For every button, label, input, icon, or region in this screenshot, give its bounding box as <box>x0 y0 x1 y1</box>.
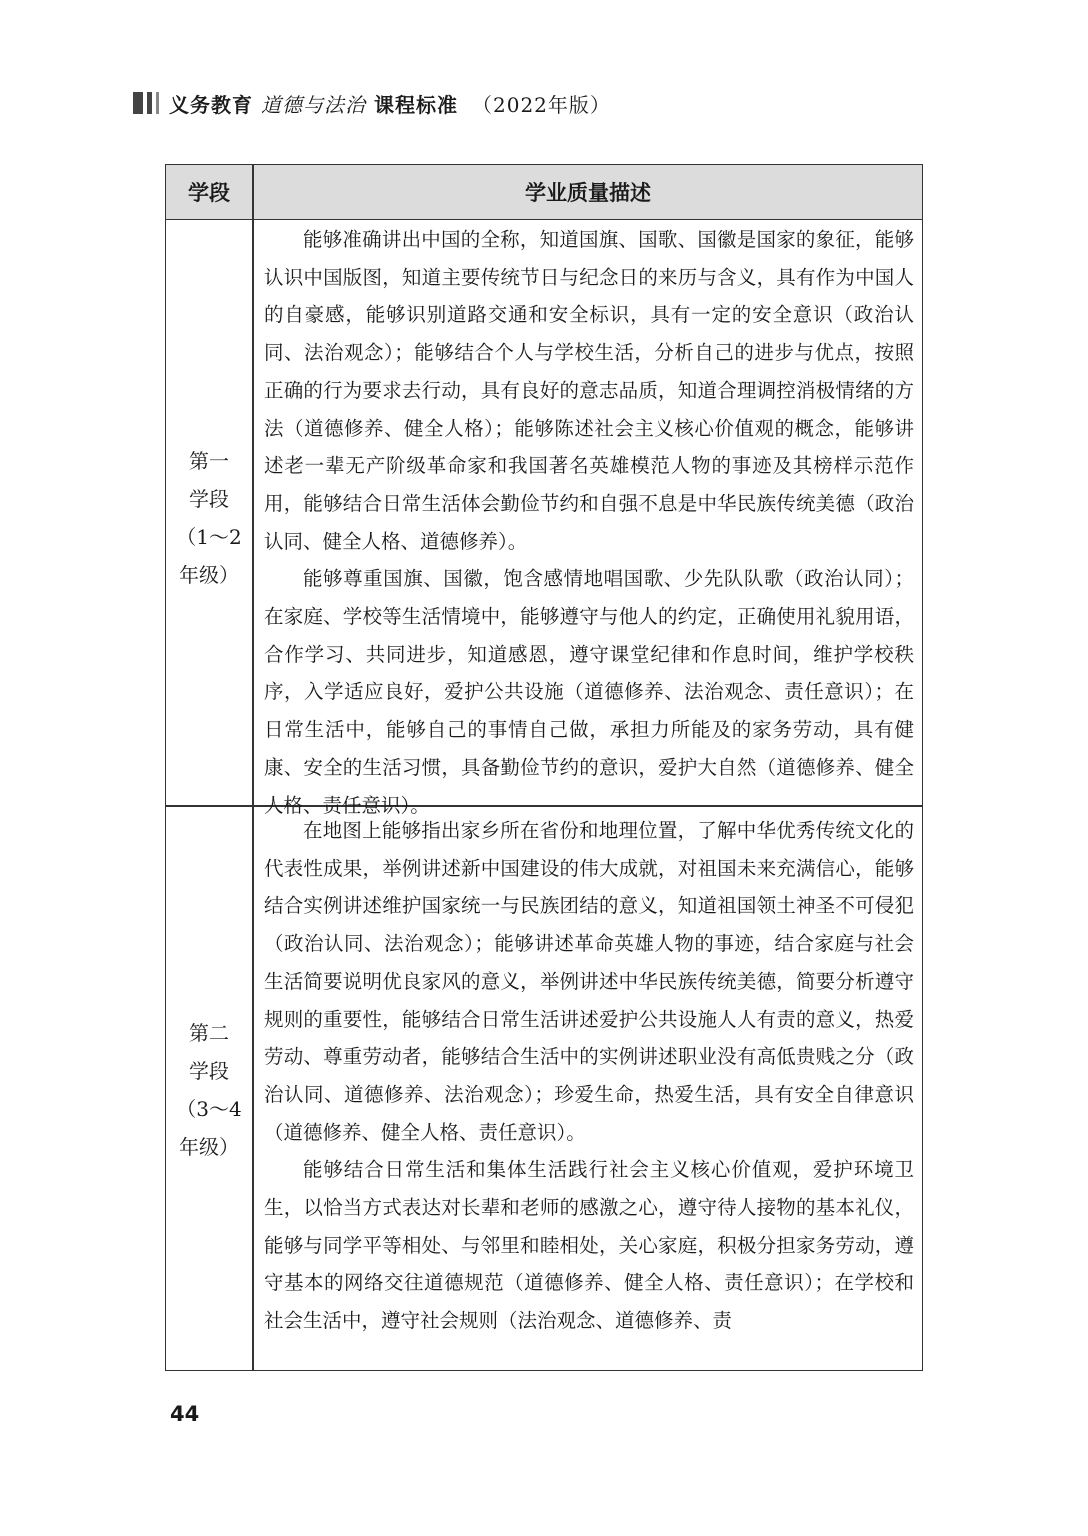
stage-label-2 <box>166 1014 252 1166</box>
description-cell-1 <box>264 221 914 824</box>
description-1-para2: 能够尊重国旗、国徽，饱含感情地唱国歌、少先队队歌（政治认同）；在家庭、学校等生活情境中，能够遵守与他人的约定，正确使用礼貌用语，合作学习、共同进步，知道感恩，遵守课堂纪律和作息时间，维护学校秩序，入学适应良好，爱护公共设施（道德修养、法治观念、责任意识）；在日常生活中，能够自己的事情自己做，承担力所能及的家务劳动，具有健康、安全的生活习惯，具备勤俭节约的意识，爱护大自然（道德修养、健全人格、责任意识）。 <box>264 567 914 817</box>
stage-1-line4: 年级） <box>179 563 239 587</box>
stage-2-line4: 年级） <box>179 1135 239 1159</box>
page-number: 44 <box>170 1402 200 1426</box>
quality-table <box>165 164 923 1371</box>
description-cell-2 <box>264 812 914 1340</box>
description-2-para2: 能够结合日常生活和集体生活践行社会主义核心价值观，爱护环境卫生，以恰当方式表达对长辈和老师的感激之心，遵守待人接物的基本礼仪，能够与同学平等相处、与邻里和睦相处，关心家庭，积极分担家务劳动，遵守基本的网络交往道德规范（道德修养、健全人格、责任意识）；在学校和社会生活中，遵守社会规则（法治观念、道德修养、责 <box>264 1158 914 1333</box>
header-edition: （2022年版） <box>472 92 611 117</box>
stage-1-line1: 第一 <box>189 449 229 473</box>
stage-2-line2: 学段 <box>189 1059 229 1083</box>
stage-2-line1: 第二 <box>189 1021 229 1045</box>
stage-1-line3: （1～2 <box>176 525 242 549</box>
col-header-stage: 学段 <box>188 180 230 205</box>
header-part2: 道德与法治 <box>261 92 366 117</box>
column-divider <box>252 165 254 1370</box>
stage-1-line2: 学段 <box>189 487 229 511</box>
col-header-description: 学业质量描述 <box>525 180 651 205</box>
description-2-para1: 在地图上能够指出家乡所在省份和地理位置，了解中华优秀传统文化的代表性成果，举例讲述新中国建设的伟大成就，对祖国未来充满信心，能够结合实例讲述维护国家统一与民族团结的意义，知道祖国领土神圣不可侵犯（政治认同、法治观念）；能够讲述革命英雄人物的事迹，结合家庭与社会生活简要说明优良家风的意义，举例讲述中华民族传统美德，简要分析遵守规则的重要性，能够结合日常生活讲述爱护公共设施人人有责的意义，热爱劳动、尊重劳动者，能够结合生活中的实例讲述职业没有高低贵贱之分（政治认同、道德修养、法治观念）；珍爱生命，热爱生活，具有安全自律意识（道德修养、健全人格、责任意识）。 <box>264 819 914 1144</box>
table-header-row <box>166 165 922 220</box>
description-1-para1: 能够准确讲出中国的全称，知道国旗、国歌、国徽是国家的象征，能够认识中国版图，知道主要传统节日与纪念日的来历与含义，具有作为中国人的自豪感，能够识别道路交通和安全标识，具有一定的安全意识（政治认同、法治观念）；能够结合个人与学校生活，分析自己的进步与优点，按照正确的行为要求去行动，具有良好的意志品质，知道合理调控消极情绪的方法（道德修养、健全人格）；能够陈述社会主义核心价值观的概念，能够讲述老一辈无产阶级革命家和我国著名英雄模范人物的事迹及其榜样示范作用，能够结合日常生活体会勤俭节约和自强不息是中华民族传统美德（政治认同、健全人格、道德修养）。 <box>264 228 914 553</box>
header-bar-mark-icon <box>133 92 159 114</box>
header-part3: 课程标准 <box>374 92 458 117</box>
stage-label-1 <box>166 442 252 594</box>
stage-2-line3: （3～4 <box>176 1097 242 1121</box>
running-head <box>133 88 611 118</box>
header-part1: 义务教育 <box>169 92 253 117</box>
running-head-title <box>169 89 611 118</box>
